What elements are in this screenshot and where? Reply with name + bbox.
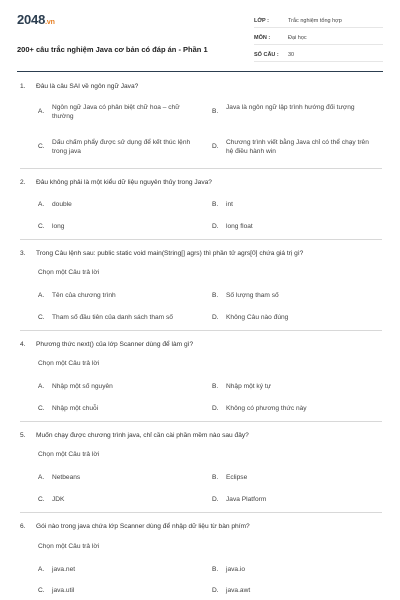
meta-row-class — [254, 14, 383, 28]
option-letter: A. — [38, 474, 45, 481]
option-letter: D. — [212, 496, 219, 503]
question-1 — [20, 82, 382, 91]
site-logo[interactable] — [17, 12, 55, 27]
logo-domain: .vn — [45, 19, 55, 26]
option-text: Tên của chương trình — [52, 292, 116, 299]
option-a[interactable] — [38, 200, 202, 209]
question-divider — [20, 512, 382, 513]
option-letter: B. — [212, 108, 219, 115]
question-text: Gói nào trong java chứa lớp Scanner dùng để nhập dữ liệu từ bàn phím? — [36, 523, 250, 530]
question-text: Đâu không phải là một kiểu dữ liệu nguyên thủy trong Java? — [36, 179, 212, 186]
option-c[interactable] — [38, 313, 222, 322]
option-text: Số lượng tham số — [226, 292, 279, 299]
option-text: Nhập một chuỗi — [52, 405, 99, 412]
question-divider — [20, 239, 382, 240]
answer-prompt: Chọn một Câu trả lời — [38, 543, 100, 550]
option-letter: A. — [38, 108, 45, 115]
option-text: Không có phương thức này — [226, 405, 307, 412]
meta-key: LỚP : — [254, 17, 269, 24]
question-4 — [20, 340, 382, 349]
option-b[interactable] — [212, 382, 376, 391]
question-text: Trong Câu lệnh sau: public static void main(String[] agrs) thì phần tử agrs[0] chứa giá trị gì? — [36, 250, 304, 257]
option-a[interactable] — [38, 473, 202, 482]
option-c[interactable] — [38, 495, 202, 504]
option-a[interactable] — [38, 382, 202, 391]
option-text: Tham số đầu tiên của danh sách tham số — [52, 314, 173, 321]
option-letter: A. — [38, 201, 45, 208]
option-c[interactable] — [38, 138, 202, 156]
header — [17, 12, 383, 68]
option-letter: C. — [38, 587, 45, 594]
option-letter: C. — [38, 314, 45, 321]
option-text: long — [52, 223, 65, 230]
option-letter: D. — [212, 587, 219, 594]
question-divider — [20, 168, 382, 169]
meta-row-subject — [254, 31, 383, 45]
question-number: 6. — [20, 523, 26, 530]
option-letter: C. — [38, 223, 45, 230]
question-divider — [20, 330, 382, 331]
meta-key: MÔN : — [254, 34, 271, 41]
option-letter: B. — [212, 201, 219, 208]
option-letter: C. — [38, 405, 45, 412]
option-d[interactable] — [212, 313, 376, 322]
option-a[interactable] — [38, 103, 202, 121]
meta-key: SỐ CÂU : — [254, 51, 279, 58]
option-text: java.net — [52, 566, 76, 573]
question-number: 1. — [20, 83, 26, 90]
question-3 — [20, 249, 382, 258]
question-5 — [20, 431, 382, 440]
option-letter: A. — [38, 292, 45, 299]
option-text: Không Câu nào đúng — [226, 314, 289, 321]
option-letter: C. — [38, 496, 45, 503]
option-letter: B. — [212, 474, 219, 481]
question-number: 5. — [20, 432, 26, 439]
option-letter: D. — [212, 223, 219, 230]
option-letter: A. — [38, 566, 45, 573]
option-letter: B. — [212, 292, 219, 299]
question-2 — [20, 178, 382, 187]
option-text: Nhập một ký tự — [226, 383, 272, 390]
option-letter: B. — [212, 383, 219, 390]
option-d[interactable] — [212, 138, 376, 156]
answer-prompt: Chọn một Câu trả lời — [38, 451, 100, 458]
answer-prompt: Chọn một Câu trả lời — [38, 269, 100, 276]
option-letter: A. — [38, 383, 45, 390]
option-text: Java Platform — [226, 496, 267, 503]
answer-prompt: Chọn một Câu trả lời — [38, 360, 100, 367]
option-text: java.io — [226, 566, 246, 573]
question-text: Muốn chạy được chương trình java, chỉ cần cài phần mềm nào sau đây? — [36, 432, 249, 439]
option-text: Ngôn ngữ Java có phân biệt chữ hoa – chữ thường — [52, 104, 180, 120]
meta-value: Đại học — [288, 34, 307, 41]
option-b[interactable] — [212, 565, 376, 574]
option-text: Chương trình viết bằng Java chỉ có thể chạy trên hệ điều hành win — [226, 139, 369, 155]
option-d[interactable] — [212, 495, 376, 504]
option-text: long float — [226, 223, 253, 230]
option-b[interactable] — [212, 473, 376, 482]
question-6 — [20, 522, 382, 531]
meta-row-count — [254, 48, 383, 62]
option-text: Eclipse — [226, 474, 248, 481]
option-text: java.util — [52, 587, 75, 594]
question-divider — [20, 421, 382, 422]
option-text: Java là ngôn ngữ lập trình hướng đối tượng — [226, 104, 355, 111]
option-d[interactable] — [212, 222, 376, 231]
option-letter: D. — [212, 405, 219, 412]
question-number: 4. — [20, 341, 26, 348]
meta-table — [254, 14, 383, 65]
option-c[interactable] — [38, 586, 202, 595]
option-letter: C. — [38, 143, 45, 150]
option-a[interactable] — [38, 291, 202, 300]
question-text: Đâu là câu SAI về ngôn ngữ Java? — [36, 83, 139, 90]
option-text: Nhập một số nguyên — [52, 383, 113, 390]
option-text: Dấu chấm phẩy được sử dụng để kết thúc lệnh trong java — [52, 139, 191, 155]
option-text: Netbeans — [52, 474, 81, 481]
option-text: java.awt — [226, 587, 251, 594]
logo-text: 2048 — [17, 12, 46, 27]
option-d[interactable] — [212, 586, 376, 595]
meta-value: Trắc nghiệm tổng hợp — [288, 17, 342, 24]
option-b[interactable] — [212, 103, 376, 116]
option-a[interactable] — [38, 565, 202, 574]
option-text: int — [226, 201, 233, 208]
option-d[interactable] — [212, 404, 376, 413]
option-c[interactable] — [38, 404, 202, 413]
option-text: JDK — [52, 496, 65, 503]
question-number: 2. — [20, 179, 26, 186]
header-divider — [17, 71, 383, 72]
option-letter: D. — [212, 143, 219, 150]
question-number: 3. — [20, 250, 26, 257]
option-letter: B. — [212, 566, 219, 573]
document-title: 200+ câu trắc nghiệm Java cơ bản có đáp án - Phần 1 — [17, 45, 208, 54]
meta-value: 30 — [288, 51, 295, 58]
option-letter: D. — [212, 314, 219, 321]
option-b[interactable] — [212, 291, 376, 300]
option-c[interactable] — [38, 222, 202, 231]
option-b[interactable] — [212, 200, 376, 209]
option-text: double — [52, 201, 72, 208]
question-text: Phương thức next() của lớp Scanner dùng để làm gì? — [36, 341, 194, 348]
